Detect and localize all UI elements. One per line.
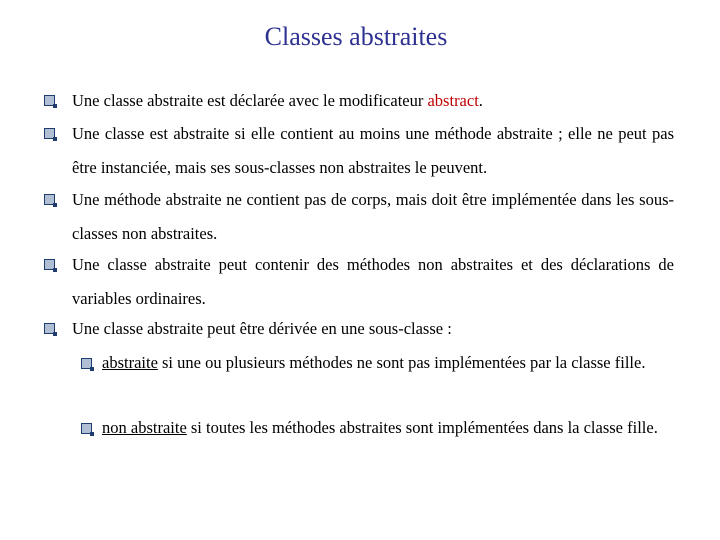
bullet-text: Une classe abstraite est déclarée avec le modificateur (72, 91, 428, 110)
square-bullet-icon (81, 423, 92, 434)
bullet-item: Une classe abstraite peut contenir des méthodes non abstraites et des déclarations de variables ordinaires. (72, 255, 674, 308)
term-non-abstraite: non abstraite (102, 418, 187, 437)
sub-bullet-item (102, 411, 672, 445)
sub-bullet-text: si toutes les méthodes abstraites sont implémentées dans la classe fille. (186, 418, 658, 437)
square-bullet-icon (44, 95, 55, 106)
bullet-item: Une classe est abstraite si elle contient au moins une méthode abstraite ; elle ne peut pas être instanciée, mais ses sous-classes non abstraites le peuvent. (72, 124, 674, 177)
square-bullet-icon (44, 194, 55, 205)
keyword-abstract: abstract (427, 91, 479, 110)
bullet-text-end: . (478, 91, 483, 110)
square-bullet-icon (81, 358, 92, 369)
slide-title: Classes abstraites (264, 22, 448, 51)
square-bullet-icon (44, 259, 55, 270)
bullet-item: Une classe abstraite peut être dérivée en une sous-classe : (72, 319, 452, 338)
sub-bullet-text: si une ou plusieurs méthodes ne sont pas implémentées par la classe fille. (157, 353, 646, 372)
square-bullet-icon (44, 128, 55, 139)
square-bullet-icon (44, 323, 55, 334)
bullet-item (72, 84, 674, 118)
sub-bullet-item (102, 346, 672, 380)
bullet-item: Une méthode abstraite ne contient pas de corps, mais doit être implémentée dans les sous-classes non abstraites. (72, 190, 674, 243)
term-abstraite: abstraite (102, 353, 158, 372)
